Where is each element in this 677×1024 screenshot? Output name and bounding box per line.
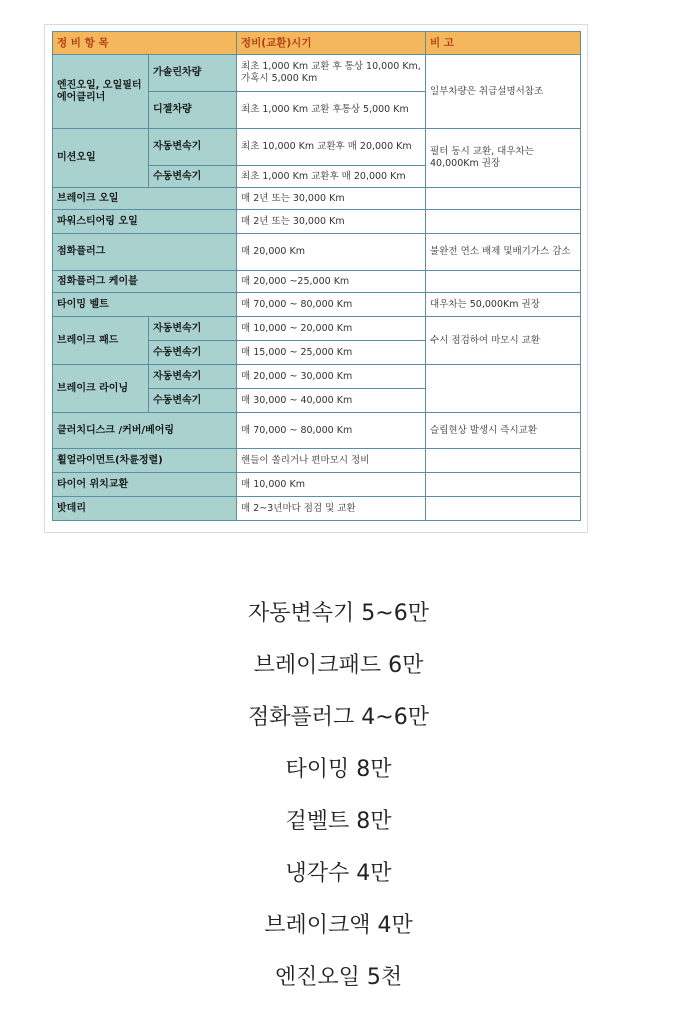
table-row — [53, 365, 581, 389]
interval-cell: 매 20,000 ~ 30,000 Km — [237, 365, 426, 389]
interval-cell: 매 10,000 ~ 20,000 Km — [237, 317, 426, 341]
interval-cell: 매 2년 또는 30,000 Km — [237, 188, 426, 210]
item-cell: 엔진오일, 오일필터 에어클리너 — [53, 55, 149, 129]
note-line: 엔진오일 5천 — [274, 965, 403, 990]
interval-cell: 매 20,000 ~25,000 Km — [237, 271, 426, 293]
item-cell: 점화플러그 케이블 — [53, 271, 237, 293]
note-cell — [426, 365, 581, 413]
interval-cell: 최초 10,000 Km 교환후 매 20,000 Km — [237, 129, 426, 166]
table-row — [53, 497, 581, 521]
sub-item-cell: 수동변속기 — [149, 389, 237, 413]
interval-cell: 매 2~3년마다 점검 및 교환 — [237, 497, 426, 521]
item-cell: 휠얼라이먼트(차륜정렬) — [53, 449, 237, 473]
note-cell: 불완전 연소 배제 및배기가스 감소 — [426, 234, 581, 271]
sub-item-cell: 가솔린차량 — [149, 55, 237, 92]
sub-item-cell: 수동변속기 — [149, 341, 237, 365]
header-item: 정 비 항 목 — [53, 32, 237, 55]
note-cell — [426, 473, 581, 497]
note-line: 자동변속기 5~6만 — [248, 601, 429, 626]
interval-cell: 매 70,000 ~ 80,000 Km — [237, 293, 426, 317]
table-row — [53, 271, 581, 293]
note-cell: 수시 점검하여 마모시 교환 — [426, 317, 581, 365]
sub-item-cell: 자동변속기 — [149, 129, 237, 166]
maintenance-schedule-table — [52, 31, 581, 521]
table-row — [53, 449, 581, 473]
note-cell — [426, 497, 581, 521]
note-line: 타이밍 8만 — [285, 757, 392, 782]
item-cell: 브레이크 오일 — [53, 188, 237, 210]
interval-cell: 최초 1,000 Km 교환 후통상 5,000 Km — [237, 92, 426, 129]
interval-cell: 매 10,000 Km — [237, 473, 426, 497]
note-line: 냉각수 4만 — [285, 861, 392, 886]
interval-cell: 매 30,000 ~ 40,000 Km — [237, 389, 426, 413]
note-cell — [426, 210, 581, 234]
note-line: 점화플러그 4~6만 — [248, 705, 429, 730]
item-cell: 파워스티어링 오일 — [53, 210, 237, 234]
interval-cell: 매 20,000 Km — [237, 234, 426, 271]
item-cell: 클러치디스크 /커버/베어링 — [53, 413, 237, 449]
interval-cell: 핸들이 쏠리거나 편마모시 정비 — [237, 449, 426, 473]
note-line: 겉벨트 8만 — [285, 809, 392, 834]
table-row — [53, 293, 581, 317]
sub-item-cell: 디젤차량 — [149, 92, 237, 129]
table-row — [53, 473, 581, 497]
note-cell — [426, 188, 581, 210]
header-note: 비 고 — [426, 32, 581, 55]
interval-cell: 최초 1,000 Km 교환후 매 20,000 Km — [237, 166, 426, 188]
note-cell — [426, 271, 581, 293]
note-line: 브레이크액 4만 — [264, 913, 413, 938]
item-cell: 타이어 위치교환 — [53, 473, 237, 497]
table-row — [53, 55, 581, 92]
note-cell — [426, 449, 581, 473]
item-cell: 밧데리 — [53, 497, 237, 521]
sub-item-cell: 자동변속기 — [149, 365, 237, 389]
item-cell: 점화플러그 — [53, 234, 237, 271]
table-row — [53, 413, 581, 449]
note-cell: 필터 동시 교환, 대우차는 40,000Km 권장 — [426, 129, 581, 188]
table-row — [53, 317, 581, 341]
item-cell: 브레이크 패드 — [53, 317, 149, 365]
note-cell: 슬립현상 발생시 즉시교환 — [426, 413, 581, 449]
item-cell: 타이밍 벨트 — [53, 293, 237, 317]
table-row — [53, 129, 581, 166]
item-cell: 브레이크 라이닝 — [53, 365, 149, 413]
item-cell: 미션오일 — [53, 129, 149, 188]
sub-item-cell: 수동변속기 — [149, 166, 237, 188]
interval-cell: 최초 1,000 Km 교환 후 통상 10,000 Km, 가혹시 5,000 Km — [237, 55, 426, 92]
interval-cell: 매 2년 또는 30,000 Km — [237, 210, 426, 234]
table-header-row — [53, 32, 581, 55]
table-row — [53, 210, 581, 234]
interval-cell: 매 15,000 ~ 25,000 Km — [237, 341, 426, 365]
note-line: 브레이크패드 6만 — [253, 653, 424, 678]
replacement-notes — [0, 588, 677, 1004]
note-cell: 대우차는 50,000Km 권장 — [426, 293, 581, 317]
header-interval: 정비(교환)시기 — [237, 32, 426, 55]
interval-cell: 매 70,000 ~ 80,000 Km — [237, 413, 426, 449]
note-cell: 일부차량은 취급설명서참조 — [426, 55, 581, 129]
table-row — [53, 234, 581, 271]
sub-item-cell: 자동변속기 — [149, 317, 237, 341]
table-row — [53, 188, 581, 210]
